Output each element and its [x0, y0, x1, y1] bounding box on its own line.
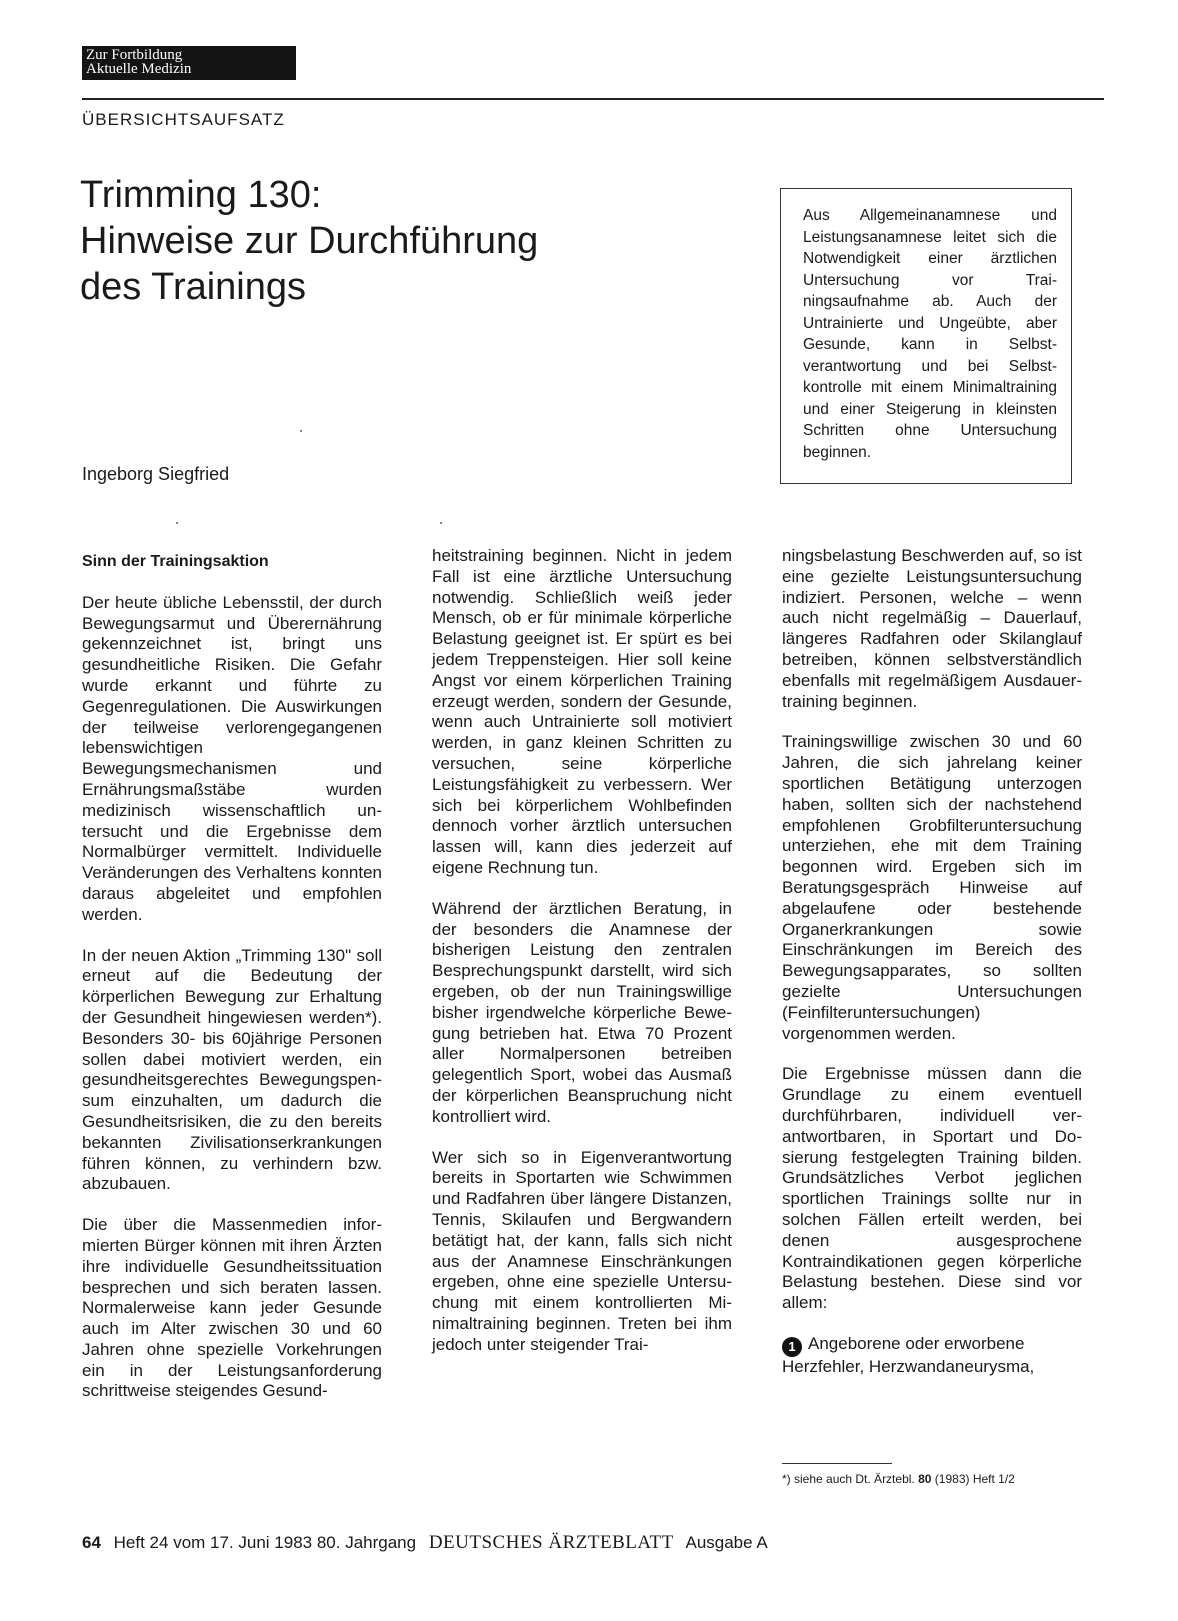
- abstract-box: [780, 188, 1072, 484]
- title-line-2: Hinweise zur Durchführung: [80, 220, 539, 262]
- footnote: [782, 1472, 1102, 1486]
- issue-info: Heft 24 vom 17. Juni 1983 80. Jahrgang: [113, 1533, 417, 1552]
- section-label: [82, 46, 296, 80]
- paragraph: In der neuen Aktion „Trimming 130" soll erneut auf die Bedeutung der körperlichen Bewegung zur Erhaltung der Gesundheit hingewiesen werden*). Besonders 30- bis 60jährige Personen sollen dabei motiviert werden, ein gesundheitsgerechtes Bewegungspensum einzuhalten, um dadurch die Gesundheitsrisiken, die zu den bereits bekannten Zivilisationserkrankungen führen können, zu verhindern bzw. abzubauen.: [82, 945, 382, 1194]
- page-number: 64: [82, 1533, 101, 1552]
- section-label-line1: Zur Fortbildung: [86, 47, 183, 63]
- footnote-volume: 80: [918, 1472, 932, 1486]
- list-item-text: Angeborene oder erworbene Herzfehler, Herzwandaneurysma,: [782, 1333, 1035, 1376]
- paragraph: heitstraining beginnen. Nicht in jedem Fall ist eine ärztliche Untersuchung notwendig. Schließlich weiß jeder Mensch, ob er für minimale körperliche Belastung geeignet ist. Er spürt es bei jedem Treppensteigen. Hier soll keine Angst vor einem körperlichen Training erzeugt werden, sondern der Gesunde, wenn auch Untrainierte soll motiviert werden, in ganz kleinen Schritten zu versuchen, seine körperliche Leistungsfähigkeit zu verbessern. Wer sich bei körperlichem Wohlbefinden dennoch vorher ärztlich untersuchen lassen will, kann dies jederzeit auf eigene Rechnung tun.: [432, 546, 732, 877]
- header-rule: [82, 98, 1104, 100]
- column-1: [82, 546, 382, 1422]
- article-title: [80, 172, 640, 310]
- list-number-badge: 1: [782, 1337, 802, 1357]
- scan-speck: [300, 430, 302, 432]
- section-label-line2: Aktuelle Medizin: [86, 61, 192, 77]
- list-item: [782, 1334, 1082, 1378]
- author-name: Ingeborg Siegfried: [82, 464, 230, 484]
- abstract-text: Aus Allgemeinanamnese und Leistungsanamnese leitet sich die Notwendigkeit einer ärztlichen Untersuchung vor Trainingsaufnahme ab. Auch der Untrainierte und Ungeübte, aber Gesunde, kann in Selbstverantwortung und bei Selbstkontrolle mit einem Minimaltraining und einer Steigerung in kleinsten Schritten ohne Untersuchung beginnen.: [803, 207, 1057, 461]
- title-line-3: des Trainings: [80, 266, 307, 308]
- footnote-text-end: (1983) Heft 1/2: [934, 1472, 1015, 1486]
- paragraph: Die Ergebnisse müssen dann die Grundlage zu einem eventuell durchführbaren, individuell verantwortbaren, in Sportart und Dosierung festgelegten Training bilden. Grundsätzliches Verbot jeglichen sportlichen Trainings sollte nur in solchen Fällen erteilt werden, bei denen ausgesprochene Kontraindikationen gegen körperliche Belastung bestehen. Diese sind vor allem:: [782, 1064, 1082, 1313]
- column-2: [432, 546, 732, 1375]
- footnote-marker: *): [782, 1472, 791, 1486]
- column-3: [782, 546, 1082, 1398]
- paragraph: Die über die Massenmedien informierten Bürger können mit ihren Ärzten ihre individuelle Gesundheitssituation besprechen und sich beraten lassen. Normalerweise kann jeder Gesunde auch im Alter zwischen 30 und 60 Jahren ohne spezielle Vorkehrungen ein in der Leistungsanforderung schrittweise steigendes Gesund-: [82, 1215, 382, 1401]
- paragraph: Der heute übliche Lebensstil, der durch Bewegungsarmut und Überernährung gekennzeichnet ist, bringt uns gesundheitliche Risiken. Die Gefahr wurde erkannt und führte zu Gegenregulationen. Die Auswirkungen der teilweise verlorengegangenen lebenswichtigen Bewegungsmechanismen und Ernährungsmaßstäbe wurden medizinisch wissenschaftlich untersucht und die Ergebnisse dem Normalbürger vermittelt. Individuelle Veränderungen des Verhaltens konnten daraus abgeleitet und empfohlen werden.: [82, 592, 382, 924]
- paragraph: ningsbelastung Beschwerden auf, so ist eine gezielte Leistungsuntersuchung indiziert. Personen, welche – wenn auch nicht regelmäßig – Dauerlauf, längeres Radfahren oder Skilanglauf betreiben, können selbstverständlich ebenfalls mit regelmäßigem Ausdauertraining beginnen.: [782, 546, 1082, 711]
- paragraph: Während der ärztlichen Beratung, in der besonders die Anamnese der bisherigen Leistung den zentralen Besprechungspunkt darstellt, wird sich ergeben, ob der nun Trainingswillige bisher irgendwelche körperliche Bewegung betrieben hat. Etwa 70 Prozent aller Normalpersonen betreiben gelegentlich Sport, wobei das Ausmaß der körperlichen Beanspruchung nicht kontrolliert wird.: [432, 898, 732, 1126]
- paragraph: Trainingswillige zwischen 30 und 60 Jahren, die sich jahrelang keiner sportlichen Betätigung unterzogen haben, sollten sich der nachstehend empfohlenen Grobfilteruntersuchung unterziehen, ehe mit dem Training begonnen wird. Ergeben sich im Beratungsgespräch Hinweise auf abgelaufene oder bestehende Organerkrankungen sowie Einschränkungen im Bereich des Bewegungsapparates, so sollten gezielte Untersuchungen (Feinfilteruntersuchungen) vorgenommen werden.: [782, 732, 1082, 1043]
- title-line-1: Trimming 130:: [80, 174, 322, 216]
- page-footer: [82, 1532, 768, 1554]
- subheading: Sinn der Trainingsaktion: [82, 553, 269, 570]
- article-kicker: ÜBERSICHTSAUFSATZ: [82, 110, 285, 129]
- footnote-rule: [782, 1463, 892, 1464]
- footnote-text: siehe auch Dt. Ärztebl.: [794, 1472, 915, 1486]
- journal-name: DEUTSCHES ÄRZTEBLATT: [428, 1532, 674, 1553]
- edition: Ausgabe A: [685, 1533, 768, 1552]
- scan-speck: [440, 522, 442, 524]
- paragraph: Wer sich so in Eigenverantwortung bereits in Sportarten wie Schwimmen und Radfahren über längere Distanzen, Tennis, Skilaufen und Bergwandern betätigt hat, der kann, falls sich nicht aus der Anamnese Einschränkungen ergeben, ohne eine spezielle Untersuchung mit einem kontrollierten Minimaltraining beginnen. Treten bei ihm jedoch unter steigender Trai-: [432, 1147, 732, 1354]
- scan-speck: [176, 522, 178, 524]
